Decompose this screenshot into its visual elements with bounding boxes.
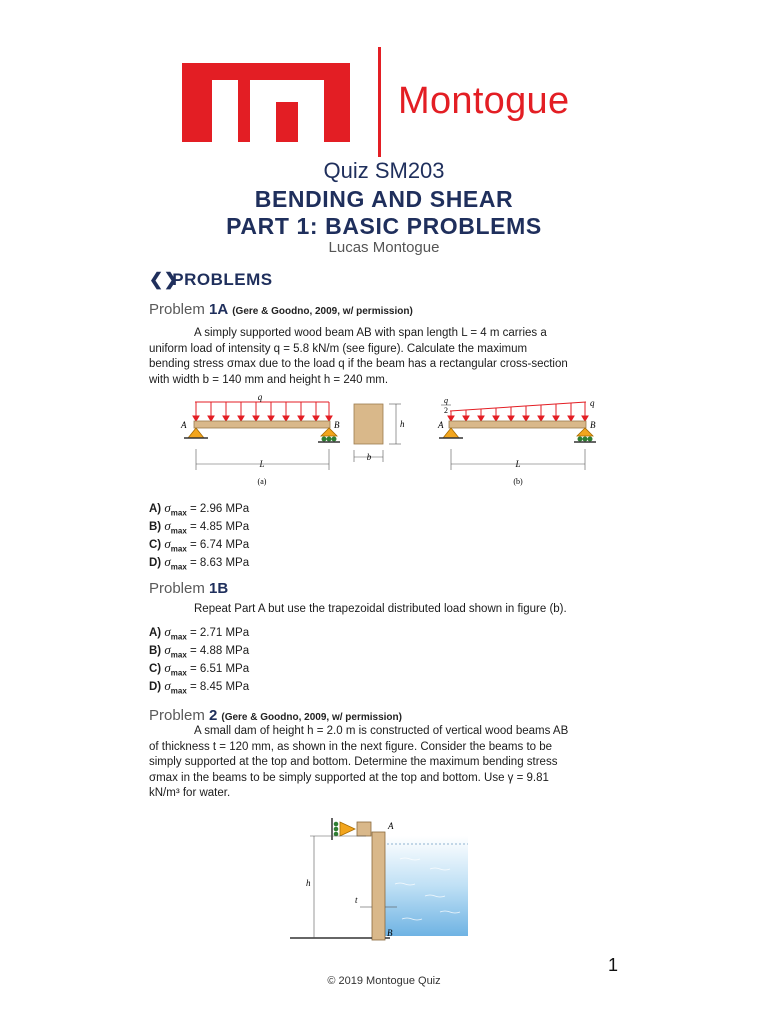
label-b: b: [366, 452, 372, 462]
quiz-label: Quiz SM203: [323, 158, 445, 183]
page-number: 1: [608, 955, 619, 975]
text-line: σmax in the beams to be simply supported at the top and bottom. Use γ = 9.81: [149, 771, 549, 784]
title-line-1: BENDING AND SHEAR: [254, 186, 514, 212]
figure-a: [180, 394, 340, 486]
problem-label: Problem: [149, 580, 210, 597]
problem-number: 1B: [209, 580, 229, 597]
label-A: A: [388, 821, 394, 831]
problem-label: Problem: [149, 707, 210, 724]
problem-1a-text: [149, 326, 619, 388]
cross-section: [354, 404, 405, 462]
text-line: A small dam of height h = 2.0 m is constructed of vertical wood beams AB: [194, 725, 569, 737]
brand-name: Montogue: [398, 80, 570, 122]
answer-1b-d: D) $\sigma_{max} = 8.45$ MPa: [149, 678, 250, 696]
section-heading: [149, 270, 273, 290]
problem-label: Problem: [149, 301, 210, 318]
label-B: B: [590, 420, 596, 430]
text-line: simply supported at the top and bottom. Determine the maximum bending stress: [149, 756, 558, 768]
answer-1a-b: B) $\sigma_{max} = 4.85$ MPa: [149, 518, 250, 536]
label-h: h: [306, 878, 311, 888]
text-line: with width b = 140 mm and height h = 240 mm.: [149, 373, 389, 386]
problem-1b-heading: [149, 580, 228, 597]
answer-1b-c: C) $\sigma_{max} = 6.51$ MPa: [149, 660, 250, 678]
text-line: A simply supported wood beam AB with span length L = 4 m carries a: [194, 327, 547, 339]
problem-source: (Gere & Goodno, 2009, w/ permission): [232, 306, 413, 317]
label-L: L: [515, 459, 521, 469]
label-A: A: [438, 420, 444, 430]
label-L: L: [259, 459, 265, 469]
problem-source: (Gere & Goodno, 2009, w/ permission): [221, 712, 402, 723]
caption-a: (a): [257, 477, 267, 486]
section-label: PROBLEMS: [172, 270, 273, 289]
copyright: © 2019 Montogue Quiz: [327, 975, 441, 987]
label-q: q: [257, 394, 263, 402]
problem-1a-heading: [149, 301, 413, 318]
problem-number: 2: [209, 707, 218, 724]
beam-figure: [176, 394, 606, 494]
label-q-half: q: [444, 396, 448, 405]
problem-2-text: [149, 724, 624, 802]
answer-1a-a: A) $\sigma_{max} = 2.96$ MPa: [149, 500, 250, 518]
label-two: 2: [444, 406, 448, 415]
answer-1b-b: B) $\sigma_{max} = 4.88$ MPa: [149, 642, 250, 660]
text-line: bending stress σmax due to the load q if the beam has a rectangular cross-section: [149, 358, 568, 370]
dam-figure: [290, 814, 470, 944]
problem-number: 1A: [209, 301, 229, 318]
answer-1a-c: C) $\sigma_{max} = 6.74$ MPa: [149, 536, 250, 554]
wood-beam: [372, 832, 385, 940]
answer-1a-d: D) $\sigma_{max} = 8.63$ MPa: [149, 554, 250, 572]
label-q: q: [590, 398, 595, 408]
water: [385, 836, 468, 936]
label-B: B: [334, 420, 340, 430]
caption-b: (b): [513, 477, 523, 486]
answer-1b-a: A) $\sigma_{max} = 2.71$ MPa: [149, 624, 250, 642]
label-t: t: [355, 895, 358, 905]
label-h: h: [400, 419, 405, 429]
figure-b: [437, 396, 596, 486]
text-line: uniform load of intensity q = 5.8 kN/m (see figure). Calculate the maximum: [149, 342, 528, 355]
label-B: B: [387, 928, 393, 938]
text-line: kN/m³ for water.: [149, 787, 231, 799]
author: Lucas Montogue: [328, 239, 440, 256]
title-line-2: PART 1: BASIC PROBLEMS: [226, 213, 542, 239]
logo-mark: [182, 63, 350, 142]
brackets-icon: ❮❯: [149, 270, 179, 289]
label-A: A: [181, 420, 187, 430]
problem-1b-text: Repeat Part A but use the trapezoidal distributed load shown in figure (b).: [194, 603, 567, 615]
text-line: of thickness t = 120 mm, as shown in the next figure. Consider the beams to be: [149, 740, 553, 753]
problem-2-heading: [149, 707, 402, 724]
logo-divider: [378, 47, 381, 157]
